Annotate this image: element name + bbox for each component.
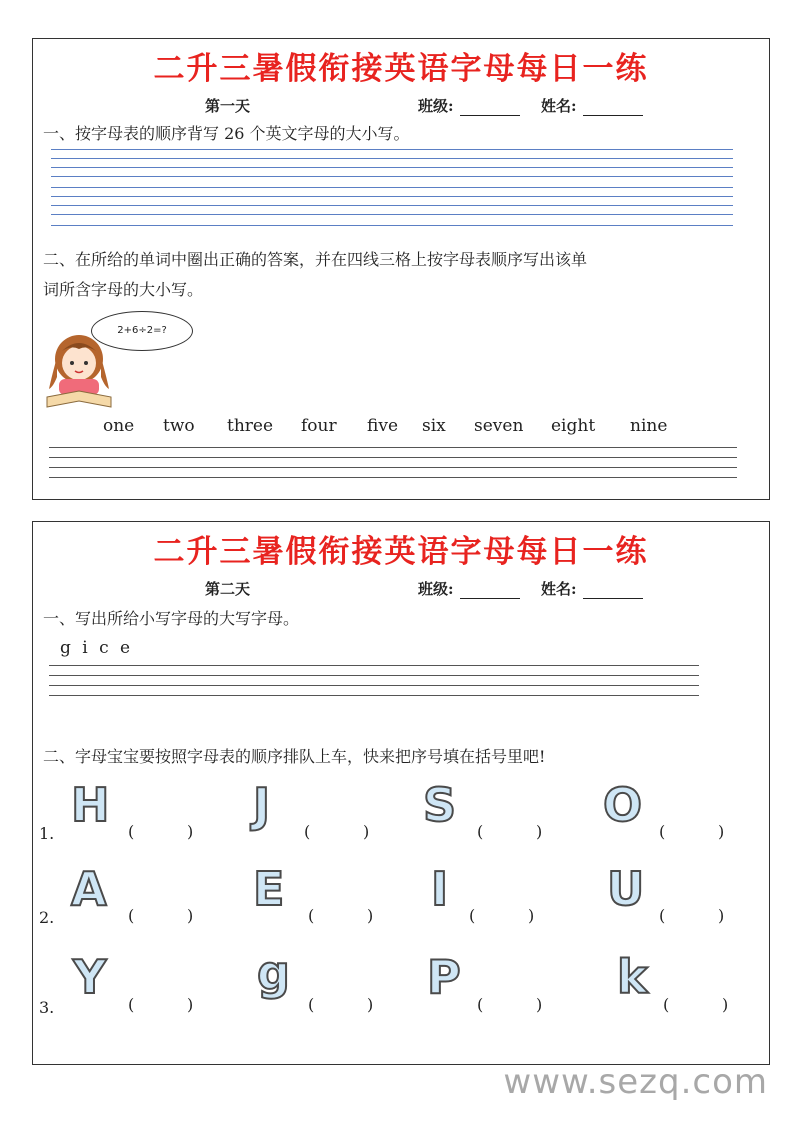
watermark: www.sezq.com [503,1062,768,1102]
word-option[interactable]: five [367,416,399,436]
word-option[interactable]: two [163,416,195,436]
question-1: 一、写出所给小写字母的大写字母。 [43,609,300,628]
answer-paren-close[interactable]: ) [718,822,725,841]
question-2-line-2: 词所含字母的大小写。 [43,280,204,299]
answer-paren-open[interactable]: ( [308,995,315,1014]
class-blank[interactable] [460,584,520,599]
day2-worksheet [32,521,770,1065]
word-option[interactable]: seven [474,416,524,436]
word-option[interactable]: eight [551,416,596,436]
answer-paren-open[interactable]: ( [659,822,666,841]
row-label: 2. [39,908,55,927]
answer-paren-open[interactable]: ( [659,906,666,925]
answer-paren-open[interactable]: ( [304,822,311,841]
question-1: 一、按字母表的顺序背写 26 个英文字母的大小写。 [43,124,410,143]
answer-paren-close[interactable]: ) [363,822,370,841]
name-blank[interactable] [583,101,643,116]
name-blank[interactable] [583,584,643,599]
letter-i-icon: I [431,862,449,916]
word-option[interactable]: one [103,416,135,436]
answer-paren-open[interactable]: ( [469,906,476,925]
worksheet-title: 二升三暑假衔接英语字母每日一练 [153,534,649,570]
answer-paren-open[interactable]: ( [663,995,670,1014]
row-label: 1. [39,824,55,843]
letter-y-icon: Y [73,950,107,1004]
question-2-line-1: 二、在所给的单词中圈出正确的答案，并在四线三格上按字母表顺序写出该单 [43,250,588,269]
thought-bubble: 2+6÷2=? [91,311,193,351]
class-field [418,95,520,116]
answer-paren-close[interactable]: ) [718,906,725,925]
word-option[interactable]: six [422,416,446,436]
answer-paren-close[interactable]: ) [528,906,535,925]
answer-paren-open[interactable]: ( [128,822,135,841]
day-label: 第一天 [205,97,251,115]
letter-o-icon: O [603,778,643,832]
answer-paren-open[interactable]: ( [308,906,315,925]
answer-paren-open[interactable]: ( [128,995,135,1014]
answer-paren-open[interactable]: ( [477,822,484,841]
name-field [541,578,643,599]
given-lowercase-letters: g i c e [60,638,134,658]
word-option[interactable]: three [227,416,274,436]
answer-paren-close[interactable]: ) [536,822,543,841]
word-option[interactable]: four [301,416,337,436]
worksheet-title: 二升三暑假衔接英语字母每日一练 [153,51,649,87]
answer-paren-close[interactable]: ) [536,995,543,1014]
class-blank[interactable] [460,101,520,116]
letter-h-icon: H [71,778,110,832]
letter-e-icon: E [253,862,285,916]
answer-paren-open[interactable]: ( [128,906,135,925]
class-field [418,578,520,599]
word-option[interactable]: nine [630,416,668,436]
answer-paren-close[interactable]: ) [722,995,729,1014]
answer-paren-close[interactable]: ) [367,906,374,925]
letter-a-icon: A [71,862,107,916]
class-label: 班级: [418,580,454,598]
row-label: 3. [39,998,55,1017]
answer-paren-close[interactable]: ) [367,995,374,1014]
class-label: 班级: [418,97,454,115]
name-field [541,95,643,116]
name-label: 姓名: [541,97,577,115]
answer-paren-close[interactable]: ) [187,995,194,1014]
letter-g-icon: g [257,946,290,1000]
answer-paren-close[interactable]: ) [187,822,194,841]
letter-u-icon: U [607,862,645,916]
answer-paren-close[interactable]: ) [187,906,194,925]
answer-paren-open[interactable]: ( [477,995,484,1014]
question-2: 二、字母宝宝要按照字母表的顺序排队上车，快来把序号填在括号里吧! [43,747,546,766]
day-label: 第二天 [205,580,251,598]
letter-s-icon: S [423,778,457,832]
letter-k-icon: k [617,950,648,1004]
girl-reading-icon [43,329,115,411]
letter-p-icon: P [427,950,461,1004]
letter-j-icon: J [253,778,271,832]
name-label: 姓名: [541,580,577,598]
day1-worksheet [32,38,770,500]
